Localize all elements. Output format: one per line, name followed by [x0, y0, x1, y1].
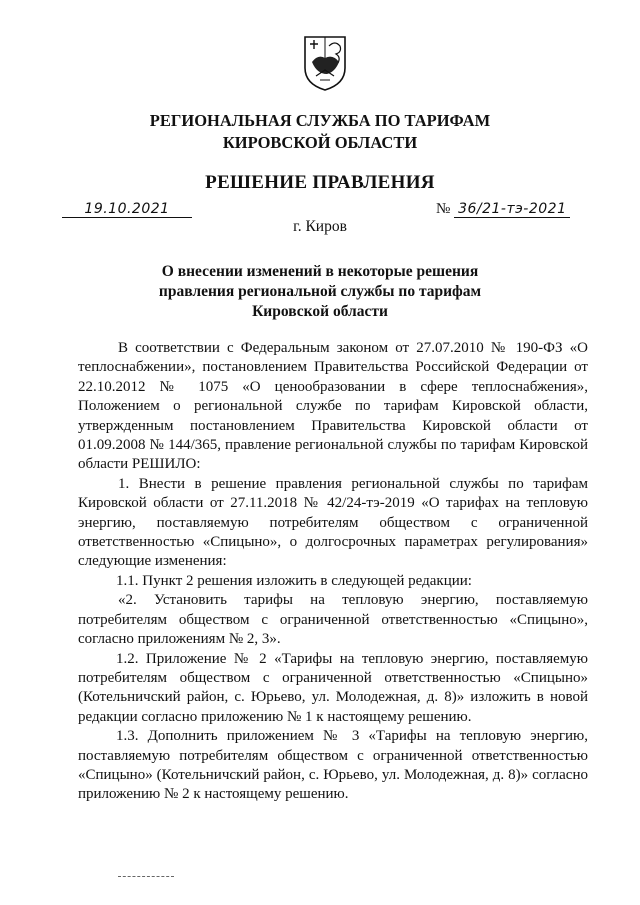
agency-name-line1: РЕГИОНАЛЬНАЯ СЛУЖБА ПО ТАРИФАМ [149, 111, 491, 130]
document-number-block [436, 201, 570, 218]
footer-divider [118, 876, 174, 877]
clause-1: 1. Внести в решение правления региональной службы по тарифам Кировской области от 27.11.2018 № 42/24-тэ-2019 «О тарифах на тепловую энергию, поставляемую потребителям обществом с ограниченной ответственностью «Спицыно», о долгосрочных параметрах регулирования» следующие изменения: [78, 475, 588, 570]
document-subject [150, 262, 490, 322]
agency-name-line2: КИРОВСКОЙ ОБЛАСТИ [222, 133, 418, 152]
clause-1-1-text: «2. Установить тарифы на тепловую энергию, поставляемую потребителям обществом с ограниченной ответственностью «Спицыно», согласно приложениям № 2, 3». [78, 592, 588, 648]
preamble-paragraph: В соответствии с Федеральным законом от 27.07.2010 № 190-ФЗ «О теплоснабжении», постановлением Правительства Российской Федерации от 22.10.2012 № 1075 «О ценообразовании в сфере теплоснабжения», Положением о региональной службе по тарифам Кировской области, утвержденным постановлением Правительства Кировской области от 01.09.2008 № 144/365, правление региональной службы по тарифам Кировской области РЕШИЛО: [78, 340, 588, 473]
subject-line1: О внесении изменений в некоторые решения [161, 263, 479, 280]
document-type-title: РЕШЕНИЕ ПРАВЛЕНИЯ [205, 172, 435, 193]
document-body [78, 339, 588, 805]
clause-1-1: 1.1. Пункт 2 решения изложить в следующей редакции: [116, 572, 472, 589]
subject-line2: правления региональной службы по тарифам [158, 283, 482, 300]
document-number: 36/21-тэ-2021 [454, 201, 570, 218]
city: г. Киров [293, 218, 347, 235]
subject-line3: Кировской области [252, 303, 388, 320]
number-sign: № [436, 201, 451, 217]
clause-1-3: 1.3. Дополнить приложением № 3 «Тарифы на тепловую энергию, поставляемую потребителям обществом с ограниченной ответственностью «Спицыно» (Котельничский район, с. Юрьево, ул. Молодежная, д. 8)» согласно приложению № 2 к настоящему решению. [78, 728, 588, 803]
coat-of-arms-icon [302, 34, 348, 92]
document-date: 19.10.2021 [62, 201, 192, 218]
clause-1-2: 1.2. Приложение № 2 «Тарифы на тепловую энергию, поставляемую потребителям обществом с ограниченной ответственностью «Спицыно» (Котельничский район, с. Юрьево, ул. Молодежная, д. 8)» изложить в новой редакции согласно приложению № 1 к настоящему решению. [78, 650, 588, 725]
